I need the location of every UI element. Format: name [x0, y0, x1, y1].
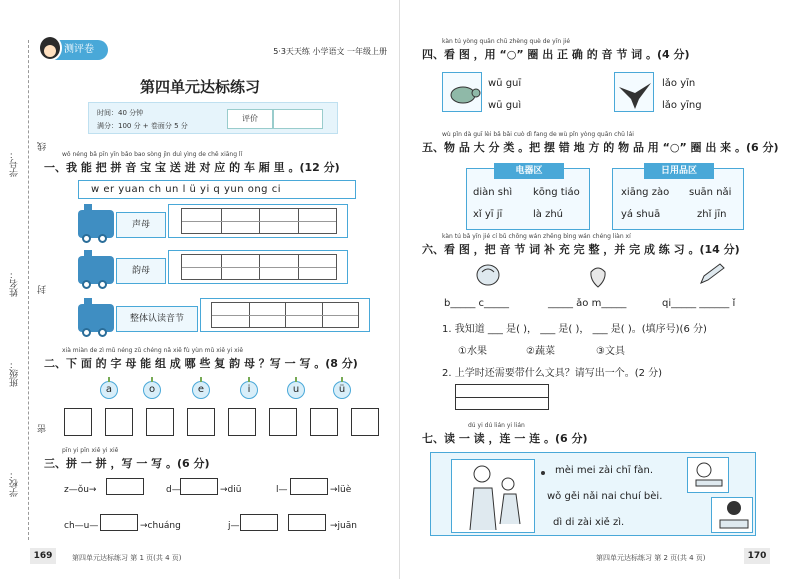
- q6-title: 六、看 图 ，把 音 节 词 补 充 完 整 ，并 完 成 练 习 。(14 分): [422, 243, 740, 256]
- answer-square[interactable]: [146, 408, 174, 436]
- grid-midline: [182, 267, 336, 268]
- spell-d: d—: [166, 485, 181, 495]
- category-daily: [612, 168, 744, 230]
- q6-sub1: 1. 我知道 ___ 是( )， ___ 是( )， ___ 是( )。(填序号)(6 分): [442, 324, 707, 335]
- fruit-letter-o: o: [143, 381, 161, 399]
- side-xian: 线: [38, 142, 48, 151]
- q4-title: 四、看 图 ，用 “○” 圈 出 正 确 的 音 节 词 。(4 分): [422, 48, 690, 61]
- spell-box[interactable]: [290, 478, 328, 495]
- side-banji: 班级：: [10, 360, 20, 387]
- q4-b-option-2[interactable]: lǎo yīng: [662, 100, 702, 111]
- train-car-shengmu: [168, 204, 348, 238]
- binding-line: [28, 40, 29, 540]
- option-vegetable: ②蔬菜: [526, 346, 555, 357]
- pencil-picture: [698, 262, 726, 290]
- fruit-letter-e: e: [192, 381, 210, 399]
- train-car-yunmu: [168, 250, 348, 284]
- evaluation-label: 评价: [227, 109, 273, 129]
- spell-box[interactable]: [288, 514, 326, 531]
- spell-zou: z—ǒu→: [64, 485, 97, 495]
- grandma-picture: [451, 459, 535, 533]
- info-box: [88, 102, 338, 134]
- item-suannai[interactable]: suān nǎi: [689, 187, 732, 198]
- train-shengmu: [78, 204, 378, 242]
- answer-square[interactable]: [269, 408, 297, 436]
- side-feng: 封: [38, 285, 48, 294]
- item-xiangzao[interactable]: xiāng zào: [621, 187, 670, 198]
- category-appliances-label: 电器区: [494, 163, 564, 179]
- category-appliances: [466, 168, 590, 230]
- fruit-letter-v: ü: [333, 381, 351, 399]
- side-mi: 密: [38, 424, 48, 433]
- q4-a-option-1[interactable]: wū guī: [488, 78, 522, 89]
- page-number: 169: [30, 548, 56, 564]
- q6-answer-box[interactable]: [455, 384, 549, 410]
- q3-pinyin: pīn yi pīn xiě yi xiě: [62, 447, 119, 454]
- side-xingming: 姓名：: [10, 270, 20, 297]
- train-zhengti: [78, 298, 378, 336]
- train-label-zhengti: 整体认读音节: [116, 306, 198, 332]
- option-fruit: ①水果: [458, 346, 487, 357]
- fill-qian-bi[interactable]: qi_____ ______ ǐ: [662, 298, 736, 309]
- q4-pinyin: kàn tú yòng quān chū zhèng què de yīn jié: [442, 38, 571, 45]
- right-page: [400, 0, 800, 579]
- item-yashua[interactable]: yá shuā: [621, 209, 661, 220]
- grid-midline: [182, 221, 336, 222]
- writing-picture: [711, 497, 753, 533]
- spell-chu: ch—u—: [64, 521, 99, 531]
- spell-juan: →juān: [330, 521, 357, 531]
- category-daily-label: 日用品区: [644, 163, 714, 179]
- locomotive-icon: [78, 210, 114, 238]
- spell-box[interactable]: [106, 478, 144, 495]
- avatar-icon: [38, 35, 62, 61]
- answer-square[interactable]: [105, 408, 133, 436]
- answer-square[interactable]: [228, 408, 256, 436]
- locomotive-icon: [78, 256, 114, 284]
- evaluation-field[interactable]: [273, 109, 323, 129]
- train-car-zhengti: [200, 298, 370, 332]
- test-badge: 测评卷: [40, 40, 108, 60]
- item-lazhu[interactable]: là zhú: [533, 209, 564, 220]
- item-zhijin[interactable]: zhǐ jīn: [697, 209, 727, 220]
- sentence-1: mèi mei zài chī fàn.: [555, 465, 653, 476]
- locomotive-icon: [78, 304, 114, 332]
- q1-letter-bank: w er yuan ch un l ü yi q yun ong ci: [78, 180, 356, 199]
- fill-bai-cai[interactable]: b_____ c_____: [444, 298, 510, 309]
- sentence-3: dì di zài xiě zì.: [553, 517, 625, 528]
- time-limit: 时间：40 分钟: [97, 109, 144, 117]
- grid-midline: [212, 315, 358, 316]
- turtle-picture: [442, 72, 482, 112]
- q1-title: 一、我 能 把 拼 音 宝 宝 送 进 对 应 的 车 厢 里 。(12 分): [44, 161, 340, 174]
- spell-box[interactable]: [180, 478, 218, 495]
- page-footer: 第四单元达标练习 第 1 页(共 4 页): [72, 554, 182, 562]
- fruit-letter-a: a: [100, 381, 118, 399]
- q7-title: 七、读 一 读 ，连 一 连 。(6 分): [422, 432, 588, 445]
- eagle-picture: [614, 72, 654, 112]
- q2-pinyin: xià miàn de zì mǔ néng zǔ chéng nǎ xiē fù yùn mǔ xiě yi xiě: [62, 347, 244, 354]
- side-xuehao: 学号：: [10, 150, 20, 177]
- q5-pinyin: wù pǐn dà guī lèi bǎ bǎi cuò dì fang de wù pǐn yòng quān chū lái: [442, 131, 634, 138]
- item-dianshi[interactable]: diàn shì: [473, 187, 513, 198]
- q4-b-option-1[interactable]: lǎo yīn: [662, 78, 696, 89]
- train-yunmu: [78, 250, 378, 288]
- q7-panel: [430, 452, 756, 536]
- page-footer: 第四单元达标练习 第 2 页(共 4 页): [596, 554, 706, 562]
- answer-square[interactable]: [310, 408, 338, 436]
- q1-pinyin: wǒ néng bǎ pīn yīn bǎo bao sòng jìn duì yìng de chē xiāng lǐ: [62, 151, 243, 158]
- spell-j: j—: [228, 521, 240, 531]
- answer-square[interactable]: [351, 408, 379, 436]
- q5-title: 五、物 品 大 分 类 。把 摆 错 地 方 的 物 品 用 “○” 圈 出 来 。(6 分): [422, 141, 779, 154]
- q4-a-option-2[interactable]: wū guì: [488, 100, 522, 111]
- strawberry-picture: [588, 266, 608, 292]
- eating-picture: [687, 457, 729, 493]
- sentence-2: wǒ gěi nǎi nai chuí bèi.: [547, 491, 663, 502]
- item-kongtiao[interactable]: kōng tiáo: [533, 187, 580, 198]
- train-label-yunmu: 韵母: [116, 258, 166, 284]
- full-score: 满分：100 分 + 卷面分 5 分: [97, 122, 188, 130]
- answer-square[interactable]: [64, 408, 92, 436]
- cabbage-picture: [474, 260, 502, 292]
- q6-sub2: 2. 上学时还需要带什么文具？请写出一个。(2 分): [442, 368, 663, 379]
- spell-diu: →diū: [220, 485, 242, 495]
- fill-cao-mei[interactable]: _____ ǎo m_____: [548, 298, 627, 309]
- spell-l: l—: [276, 485, 288, 495]
- fruit-letter-u: u: [287, 381, 305, 399]
- item-xiyiji[interactable]: xǐ yī jī: [473, 209, 503, 220]
- q2-title: 二、下 面 的 字 母 能 组 成 哪 些 复 韵 母 ？写 一 写 。(8 分): [44, 357, 358, 370]
- train-label-shengmu: 声母: [116, 212, 166, 238]
- page-title: 第四单元达标练习: [139, 78, 260, 96]
- q6-pinyin: kàn tú bǎ yīn jié cí bǔ chōng wán zhěng bìng wán chéng liàn xí: [442, 233, 631, 240]
- connect-dot[interactable]: [541, 471, 545, 475]
- fruit-letter-i: i: [240, 381, 258, 399]
- spell-box[interactable]: [100, 514, 138, 531]
- page-number: 170: [744, 548, 770, 564]
- q7-pinyin: dú yi dú lián yi lián: [468, 422, 525, 429]
- spell-lue: →lüè: [330, 485, 352, 495]
- answer-square[interactable]: [187, 408, 215, 436]
- option-stationery: ③文具: [596, 346, 625, 357]
- spell-box[interactable]: [240, 514, 278, 531]
- q3-title: 三、拼 一 拼 ，写 一 写 。(6 分): [44, 457, 210, 470]
- spell-chuang: →chuáng: [140, 521, 181, 531]
- series-header: 5·3天天练 小学语文 一年级上册: [273, 47, 387, 56]
- side-xuexiao: 学校：: [10, 470, 20, 497]
